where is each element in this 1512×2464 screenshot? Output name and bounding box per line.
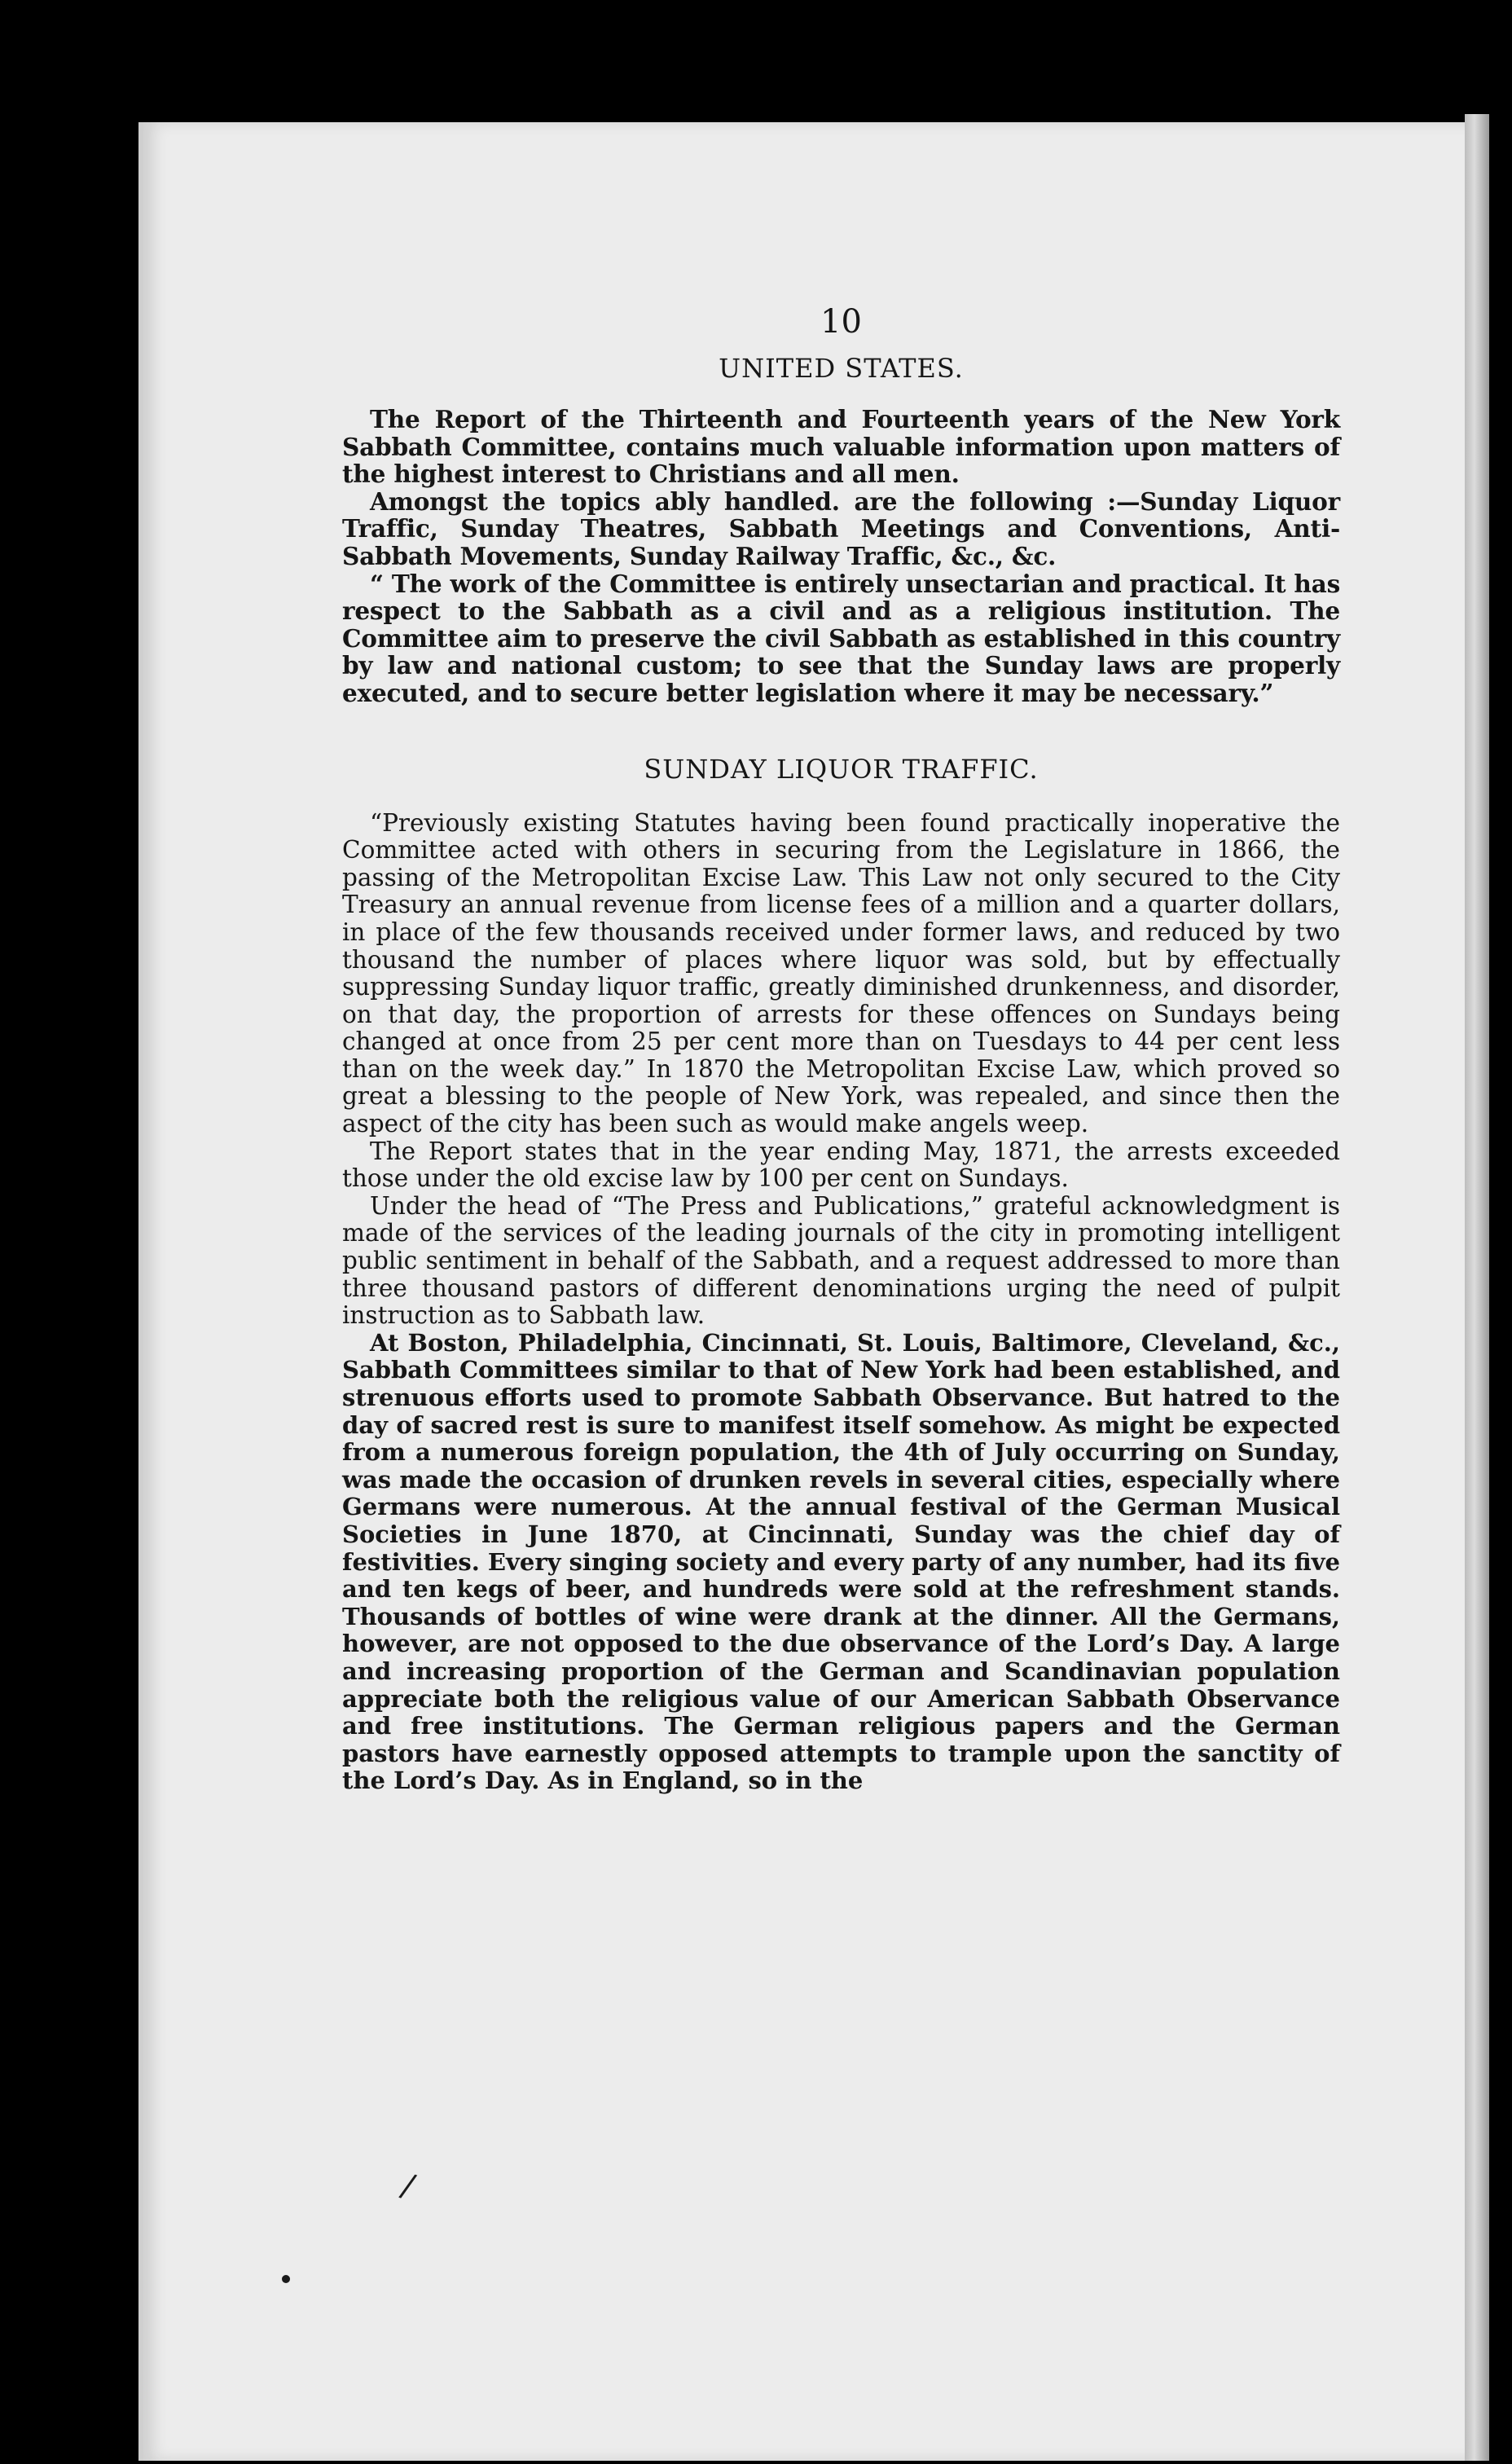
- section-heading-sunday-liquor-traffic: SUNDAY LIQUOR TRAFFIC.: [644, 753, 1039, 785]
- section-heading-united-states: UNITED STATES.: [719, 353, 964, 384]
- page-number: 10: [820, 303, 862, 341]
- paragraph: Under the head of “The Press and Publications,” grateful acknowledgment is made of the services of the leading journals of the city in promoting intelligent public sentiment in behalf of the Sabbath, and a request addressed to more than three thousand pastors of different denominations urging the need of pulpit instruction as to Sabbath law.: [342, 1191, 1340, 1330]
- paragraph: “ The work of the Committee is entirely unsectarian and practical. It has respect to the Sabbath as a civil and as a religious institution. The Committee aim to preserve the civil Sabbath as established in this country by law and national custom; to see that the Sunday laws are properly executed, and to secure better legislation where it may be necessary.”: [342, 569, 1340, 707]
- paragraph: At Boston, Philadelphia, Cincinnati, St. Louis, Baltimore, Cleveland, &c., Sabbath Committees similar to that of New York had been established, and strenuous efforts used to promote Sabbath Observance. But hatred to the day of sacred rest is sure to manifest itself somehow. As might be expected from a numerous foreign population, the 4th of July occurring on Sunday, was made the occasion of drunken revels in several cities, especially where Germans were numerous. At the annual festival of the German Musical Societies in June 1870, at Cincinnati, Sunday was the chief day of festivities. Every singing society and every party of any number, had its five and ten kegs of beer, and hundreds were sold at the refreshment stands. Thousands of bottles of wine were drank at the dinner. All the Germans, however, are not opposed to the due observance of the Lord’s Day. A large and increasing proportion of the German and Scandinavian population appreciate both the religious value of our American Sabbath Observance and free institutions. The German religious papers and the German pastors have earnestly opposed attempts to trample upon the sanctity of the Lord’s Day. As in England, so in the: [342, 1328, 1340, 1795]
- paragraph: Amongst the topics ably handled. are the following :—Sunday Liquor Traffic, Sunday Theatres, Sabbath Meetings and Conventions, Anti-Sabbath Movements, Sunday Railway Traffic, &c., &c.: [342, 486, 1340, 570]
- paragraph: The Report states that in the year ending May, 1871, the arrests exceeded those under the old excise law by 100 per cent on Sundays.: [342, 1137, 1340, 1193]
- paragraph: The Report of the Thirteenth and Fourteenth years of the New York Sabbath Committee, contains much valuable information upon matters of the highest interest to Christians and all men.: [342, 405, 1340, 489]
- stray-dot: [282, 2275, 290, 2283]
- page-content: [342, 301, 1340, 1795]
- page-edge: [1465, 114, 1489, 2461]
- stray-mark: /: [397, 2167, 420, 2206]
- paragraph: “Previously existing Statutes having been found practically inoperative the Committee acted with others in securing from the Legislature in 1866, the passing of the Metropolitan Excise Law. This Law not only secured to the City Treasury an annual revenue from license fees of a million and a quarter dollars, in place of the few thousands received under former laws, and reduced by two thousand the number of places where liquor was sold, but by effectually suppressing Sunday liquor traffic, greatly diminished drunkenness, and disorder, on that day, the proportion of arrests for these offences on Sundays being changed at once from 25 per cent more than on Tuesdays to 44 per cent less than on the week day.” In 1870 the Metropolitan Excise Law, which proved so great a blessing to the people of New York, was repealed, and since then the aspect of the city has been such as would make angels weep.: [342, 808, 1340, 1138]
